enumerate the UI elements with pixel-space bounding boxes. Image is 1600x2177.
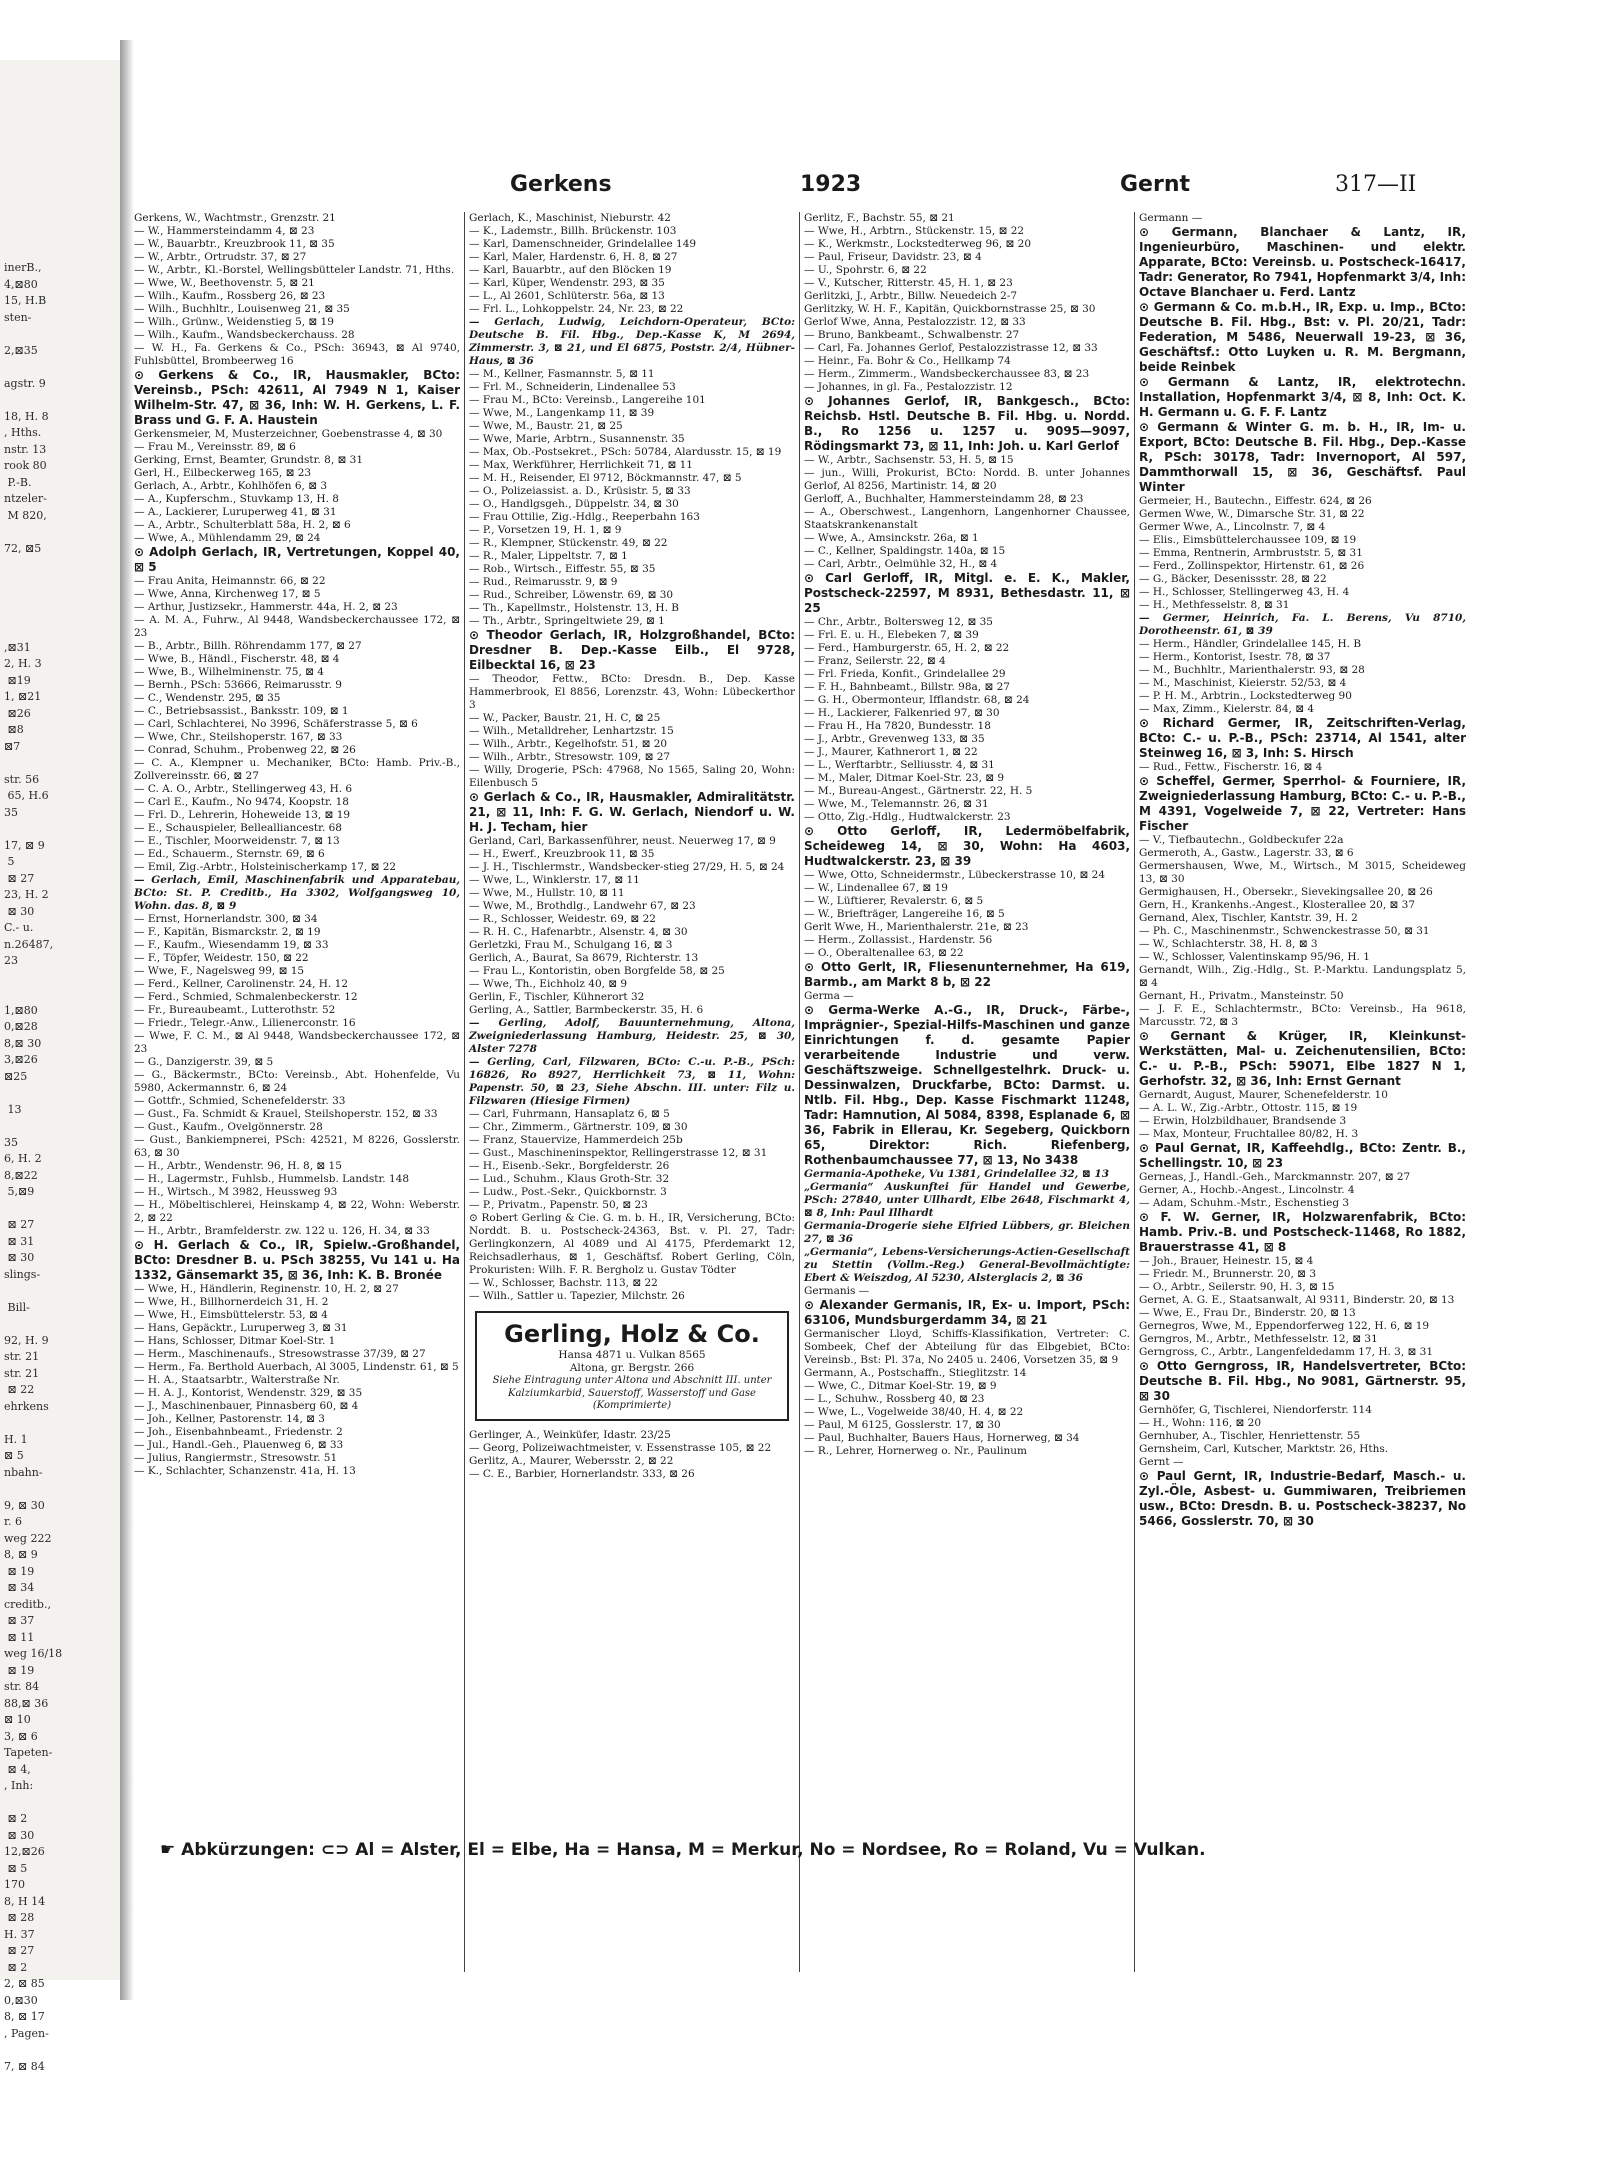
directory-entry: — O., Arbtr., Seilerstr. 90, H. 3, ⊠ 15 <box>1139 1281 1335 1293</box>
directory-entry: — Frl. Frieda, Konfit., Grindelallee 29 <box>804 668 1006 680</box>
directory-entry: — Th., Kapellmstr., Holstenstr. 13, H. B <box>469 602 679 614</box>
directory-entry: — W., Arbtr., Sachsenstr. 53, H. 5, ⊠ 15 <box>804 454 1014 466</box>
directory-entry: — Bruno, Bankbeamt., Schwalbenstr. 27 <box>804 329 1020 341</box>
directory-entry: — Joh., Brauer, Heinestr. 15, ⊠ 4 <box>1139 1255 1314 1267</box>
directory-entry: Gern, H., Krankenhs.-Angest., Klosterallee 20, ⊠ 37 <box>1139 899 1416 911</box>
directory-entry: — Germer, Heinrich, Fa. L. Berens, Vu 8710, Dorotheenstr. 61, ⊠ 39 <box>1139 612 1466 637</box>
directory-entry: — Karl, Damenschneider, Grindelallee 149 <box>469 238 697 250</box>
ad-address: Altona, gr. Bergstr. 266 <box>569 1362 695 1374</box>
directory-entry: — A., Lackierer, Luruperweg 41, ⊠ 31 <box>134 506 337 518</box>
directory-entry: — L., Schuhw., Rossberg 40, ⊠ 23 <box>804 1393 985 1405</box>
directory-entry: Gerkensmeier, M, Musterzeichner, Goebenstrasse 4, ⊠ 30 <box>134 428 443 440</box>
directory-entry: — M., Bureau-Angest., Gärtnerstr. 22, H. 5 <box>804 785 1033 797</box>
directory-entry: — Franz, Seilerstr. 22, ⊠ 4 <box>804 655 946 667</box>
directory-entry: — Wwe, H., Eimsbüttelerstr. 53, ⊠ 4 <box>134 1309 328 1321</box>
directory-entry: Gerngross, C., Arbtr., Langenfeldedamm 17, H. 3, ⊠ 31 <box>1139 1346 1434 1358</box>
directory-entry: — Frl. L., Lohkoppelstr. 24, Nr. 23, ⊠ 22 <box>469 303 684 315</box>
directory-entry: — Wwe, W., Beethovenstr. 5, ⊠ 21 <box>134 277 315 289</box>
directory-entry: — O., Handlgsgeh., Düppelstr. 34, ⊠ 30 <box>469 498 679 510</box>
directory-entry: — Willy, Drogerie, PSch: 47968, No 1565, Saling 20, Wohn: Eilenbusch 5 <box>469 764 795 789</box>
ad-title: Gerling, Holz & Co. <box>504 1320 760 1348</box>
directory-entry: — Ludw., Post.-Sekr., Quickbornstr. 3 <box>469 1186 667 1198</box>
directory-entry: „Germania“ Auskunftei für Handel und Gewerbe, PSch: 27840, unter Ullhardt, Elbe 2648, Fischmarkt 4, ⊠ 8, Inh: Paul Illhardt <box>804 1181 1130 1219</box>
directory-entry: Gerland, Carl, Barkassenführer, neust. Neuerweg 17, ⊠ 9 <box>469 835 776 847</box>
directory-entry: Gerkens, W., Wachtmstr., Grenzstr. 21 <box>134 212 336 224</box>
directory-entry: — F., Töpfer, Weidestr. 150, ⊠ 22 <box>134 952 309 964</box>
directory-entry: — H., Arbtr., Wendenstr. 96, H. 8, ⊠ 15 <box>134 1160 342 1172</box>
directory-entry: — M., Maler, Ditmar Koel-Str. 23, ⊠ 9 <box>804 772 1005 784</box>
directory-entry: — Otto, Zig.-Hdlg., Hudtwalckerstr. 23 <box>804 811 1011 823</box>
directory-entry: — H., Lagermstr., Fuhlsb., Hummelsb. Landstr. 148 <box>134 1173 410 1185</box>
directory-entry: Germeier, H., Bautechn., Eiffestr. 624, ⊠ 26 <box>1139 495 1372 507</box>
directory-entry: — Gust., Maschineninspektor, Rellingerstrasse 12, ⊠ 31 <box>469 1147 768 1159</box>
directory-entry: Gernegros, Wwe, M., Eppendorferweg 122, H. 6, ⊠ 19 <box>1139 1320 1430 1332</box>
directory-entry: — Wwe, Otto, Schneidermstr., Lübeckerstrasse 10, ⊠ 24 <box>804 869 1106 881</box>
directory-entry: Gerking, Ernst, Beamter, Grundstr. 8, ⊠ 31 <box>134 454 364 466</box>
directory-entry: — Rud., Schreiber, Löwenstr. 69, ⊠ 30 <box>469 589 674 601</box>
directory-entry: — Georg, Polizeiwachtmeister, v. Essenstrasse 105, ⊠ 22 <box>469 1441 772 1454</box>
firm-entry: ⊙ Otto Gerngross, IR, Handelsvertreter, BCto: Deutsche B. Fil. Hbg., No 9081, Gärtnerstr. 95, ⊠ 30 <box>1139 1359 1466 1403</box>
directory-entry: — E., Schauspieler, Bellealliancestr. 68 <box>134 822 342 834</box>
firm-entry: ⊙ Germann & Lantz, IR, elektrotechn. Installation, Hopfenmarkt 3/4, ⊠ 8, Inh: Oct. K. H. Germann u. G. F. F. Lantz <box>1139 375 1466 419</box>
directory-entry: — Wwe, B., Wilhelminenstr. 75, ⊠ 4 <box>134 666 324 678</box>
firm-entry: ⊙ Paul Gernt, IR, Industrie-Bedarf, Masch.- u. Zyl.-Öle, Asbest- u. Gummiwaren, Treibriemen usw., BCto: Dresdn. B. u. Postscheck-38237, No 5466, Gosslerstr. 70, ⊠ 30 <box>1139 1469 1466 1528</box>
directory-entry: — Herm., Kontorist, Isestr. 78, ⊠ 37 <box>1139 651 1331 663</box>
directory-entry: — Wwe, Th., Eichholz 40, ⊠ 9 <box>469 978 628 990</box>
directory-entry: — C. A., Klempner u. Mechaniker, BCto: Hamb. Priv.-B., Zollvereinsstr. 66, ⊠ 27 <box>134 757 460 782</box>
header-page-number: 317—II <box>1335 172 1417 197</box>
directory-entry: — Johannes, in gl. Fa., Pestalozzistr. 12 <box>804 381 1013 393</box>
directory-entry: — C., Betriebsassist., Banksstr. 109, ⊠ 1 <box>134 705 349 717</box>
directory-entry: — C., Wendenstr. 295, ⊠ 35 <box>134 692 281 704</box>
directory-entry: Gernand, Alex, Tischler, Kantstr. 39, H. 2 <box>1139 912 1358 924</box>
directory-entry: — Theodor, Fettw., BCto: Dresdn. B., Dep. Kasse Hammerbrook, El 8856, Lorenzstr. 43, Wohn: Lübeckerthor 3 <box>469 673 795 711</box>
directory-entry: — Gerling, Adolf, Bauunternehmung, Altona, Zweigniederlassung Hamburg, Heidestr. 25, ⊠ 30, Alster 7278 <box>469 1017 795 1055</box>
directory-entry: — Max, Zimm., Kielerstr. 84, ⊠ 4 <box>1139 703 1315 715</box>
directory-entry: — Conrad, Schuhm., Probenweg 22, ⊠ 26 <box>134 744 356 756</box>
directory-entry: — H., Lackierer, Falkenried 97, ⊠ 30 <box>804 707 1000 719</box>
directory-entry: Gernsheim, Carl, Kutscher, Marktstr. 26, Hths. <box>1139 1443 1389 1455</box>
directory-entry: — Paul, Buchhalter, Bauers Haus, Hornerweg, ⊠ 34 <box>804 1432 1080 1444</box>
directory-entry: — W., Packer, Baustr. 21, H. C, ⊠ 25 <box>469 712 661 724</box>
directory-entry: Gerloff, A., Buchhalter, Hammersteindamm 28, ⊠ 23 <box>804 493 1084 505</box>
directory-entry: — Carl, Arbtr., Oelmühle 32, H., ⊠ 4 <box>804 558 998 570</box>
directory-entry: — V., Tiefbautechn., Goldbeckufer 22a <box>1139 834 1344 846</box>
directory-entry: — V., Kutscher, Ritterstr. 45, H. 1, ⊠ 23 <box>804 277 1013 289</box>
directory-entry: — H., Wirtsch., M 3982, Heussweg 93 <box>134 1186 338 1198</box>
directory-entry: Germer Wwe, A., Lincolnstr. 7, ⊠ 4 <box>1139 521 1326 533</box>
directory-entry: — R., Klempner, Stückenstr. 49, ⊠ 22 <box>469 537 668 549</box>
directory-entry: — H., Schlosser, Stellingerweg 43, H. 4 <box>1139 586 1350 598</box>
directory-entry: — O., Oberaltenallee 63, ⊠ 22 <box>804 947 964 959</box>
directory-entry: — B., Arbtr., Billh. Röhrendamm 177, ⊠ 27 <box>134 640 362 652</box>
firm-entry: ⊙ Alexander Germanis, IR, Ex- u. Import, PSch: 63106, Mundsburgerdamm 34, ⊠ 21 <box>804 1298 1130 1327</box>
directory-entry: Gerlitz, A., Maurer, Webersstr. 2, ⊠ 22 <box>469 1454 674 1467</box>
directory-entry: — H. A., Staatsarbtr., Walterstraße Nr. <box>134 1374 340 1386</box>
directory-entry: — Wilh., Sattler u. Tapezier, Milchstr. 26 <box>469 1290 685 1302</box>
directory-entry: — W. H., Fa. Gerkens & Co., PSch: 36943, ⊠ Al 9740, Fuhlsbüttel, Brombeerweg 16 <box>134 342 460 367</box>
column-1 <box>130 212 465 1972</box>
directory-entry: Germania-Apotheke, Vu 1381, Grindelallee 32, ⊠ 13 <box>804 1168 1110 1180</box>
directory-entry: Gernt — <box>1139 1456 1184 1468</box>
directory-entry: — Th., Arbtr., Springeltwiete 29, ⊠ 1 <box>469 615 665 627</box>
directory-entry: — Paul, M 6125, Gosslerstr. 17, ⊠ 30 <box>804 1419 1001 1431</box>
directory-entry: — M., Maschinist, Kieierstr. 52/53, ⊠ 4 <box>1139 677 1347 689</box>
firm-entry: ⊙ Germann, Blanchaer & Lantz, IR, Ingenieurbüro, Maschinen- und elektr. Apparate, BCto: Vereinsb. u. Postscheck-16417, Tadr: Generator, Ro 7941, Hopfenmarkt 3/4, Inh: Octave Blanchaer u. Ferd. Lantz <box>1139 225 1466 299</box>
directory-entry: Gerlin, F., Tischler, Kühnerort 32 <box>469 991 645 1003</box>
directory-entry: — Ferd., Schmied, Schmalenbeckerstr. 12 <box>134 991 358 1003</box>
directory-entry: — C., Kellner, Spaldingstr. 140a, ⊠ 15 <box>804 545 1006 557</box>
directory-entry: — Paul, Friseur, Davidstr. 23, ⊠ 4 <box>804 251 982 263</box>
directory-entry: — Arthur, Justizsekr., Hammerstr. 44a, H. 2, ⊠ 23 <box>134 601 398 613</box>
directory-entry: — Joh., Eisenbahnbeamt., Friedenstr. 2 <box>134 1426 343 1438</box>
directory-entry: — Fr., Bureaubeamt., Lutterothstr. 52 <box>134 1004 336 1016</box>
column-2 <box>465 212 800 1972</box>
directory-entry: — Wwe, C., Ditmar Koel-Str. 19, ⊠ 9 <box>804 1380 997 1392</box>
directory-entry: — W., Lüftierer, Revalerstr. 6, ⊠ 5 <box>804 895 984 907</box>
directory-entry: — W., Schlachterstr. 38, H. 8, ⊠ 3 <box>1139 938 1318 950</box>
directory-entry: — Friedr., Telegr.-Anw., Lilienerconstr. 16 <box>134 1017 356 1029</box>
directory-entry: — Herm., Zimmerm., Wandsbeckerchaussee 83, ⊠ 23 <box>804 368 1090 380</box>
page-header <box>130 160 1470 206</box>
firm-entry: ⊙ Otto Gerlt, IR, Fliesenunternehmer, Ha 619, Barmb., am Markt 8 b, ⊠ 22 <box>804 960 1130 989</box>
directory-entry: — Chr., Zimmerm., Gärtnerstr. 109, ⊠ 30 <box>469 1121 688 1133</box>
directory-entry: — H. A. J., Kontorist, Wendenstr. 329, ⊠ 35 <box>134 1387 363 1399</box>
directory-entry: — Wilh., Kaufm., Wandsbeckerchauss. 28 <box>134 329 355 341</box>
directory-entry: ⊙ Robert Gerling & Cie. G. m. b. H., IR, Versicherung, BCto: Norddt. B. u. Postscheck-24363, Bst. v. Pl. 27, Tadr: Gerlingkonzern, Al 4089 und Al 4175, Pferdemarkt 12, Reichsadlerhaus, ⊠ 1, Geschäftsf. Robert Gerling, Cöln, Prokuristen: Wilh. F. R. Bergholz u. Gustav Tödter <box>469 1212 795 1276</box>
directory-entry: — F. H., Bahnbeamt., Billstr. 98a, ⊠ 27 <box>804 681 1010 693</box>
directory-entry: — Chr., Arbtr., Boltersweg 12, ⊠ 35 <box>804 616 993 628</box>
directory-entry: Gernet, A. G. E., Staatsanwalt, Al 9311, Binderstr. 20, ⊠ 13 <box>1139 1294 1455 1306</box>
directory-entry: — Hans, Schlosser, Ditmar Koel-Str. 1 <box>134 1335 336 1347</box>
firm-entry: ⊙ Gernant & Krüger, IR, Kleinkunst-Werkstätten, Mal- u. Zeichenutensilien, BCto: C.- u. P.-B., PSch: 59071, Elbe 1827 N 1, Gerhofstr. 32, ⊠ 36, Inh: Ernst Gernant <box>1139 1029 1466 1088</box>
directory-entry: — Rud., Reimarusstr. 9, ⊠ 9 <box>469 576 618 588</box>
directory-entry: — Wwe, M., Baustr. 21, ⊠ 25 <box>469 420 623 432</box>
directory-entry: — Ph. C., Maschinenmstr., Schwenckestrasse 50, ⊠ 31 <box>1139 925 1430 937</box>
directory-entry: — W., Arbtr., Ortrudstr. 37, ⊠ 27 <box>134 251 307 263</box>
firm-entry: ⊙ Otto Gerloff, IR, Ledermöbelfabrik, Scheideweg 14, ⊠ 30, Wohn: Ha 4603, Hudtwalckerstr. 23, ⊠ 39 <box>804 824 1130 868</box>
directory-entry: — Frau Ottilie, Zig.-Hdlg., Reeperbahn 163 <box>469 511 700 523</box>
directory-entry: — W., Schlosser, Bachstr. 113, ⊠ 22 <box>469 1277 658 1289</box>
directory-entry: — A., Kupferschm., Stuvkamp 13, H. 8 <box>134 493 339 505</box>
directory-entry: — A., Oberschwest., Langenhorn, Langenhorner Chaussee, Staatskrankenanstalt <box>804 506 1130 531</box>
directory-entry: — G., Danzigerstr. 39, ⊠ 5 <box>134 1056 274 1068</box>
directory-entry: — Heinr., Fa. Bohr & Co., Hellkamp 74 <box>804 355 1011 367</box>
directory-entry: — Wwe, Chr., Steilshoperstr. 167, ⊠ 33 <box>134 731 343 743</box>
directory-entry: Gernant, H., Privatm., Mansteinstr. 50 <box>1139 990 1344 1002</box>
directory-entry: Germeroth, A., Gastw., Lagerstr. 33, ⊠ 6 <box>1139 847 1354 859</box>
directory-entry: — Wwe, H., Billhornerdeich 31, H. 2 <box>134 1296 329 1308</box>
directory-entry: — Carl E., Kaufm., No 9474, Koopstr. 18 <box>134 796 349 808</box>
directory-entry: Gerl, H., Eilbeckerweg 165, ⊠ 23 <box>134 467 312 479</box>
directory-entry: — Bernh., PSch: 53666, Reimarusstr. 9 <box>134 679 342 691</box>
directory-entry: — P. H. M., Arbtrin., Lockstedterweg 90 <box>1139 690 1352 702</box>
directory-entry: — W., Briefträger, Langereihe 16, ⊠ 5 <box>804 908 1005 920</box>
directory-entry: — Wwe, B., Händl., Fischerstr. 48, ⊠ 4 <box>134 653 340 665</box>
directory-entry: Gerlinger, A., Weinküfer, Idastr. 23/25 <box>469 1428 671 1441</box>
directory-entry: — G., Bäcker, Desenissstr. 28, ⊠ 22 <box>1139 573 1327 585</box>
directory-entry: — Gust., Kaufm., Ovelgönnerstr. 28 <box>134 1121 323 1133</box>
firm-entry: ⊙ Paul Gernat, IR, Kaffeehdlg., BCto: Zentr. B., Schellingstr. 10, ⊠ 23 <box>1139 1141 1466 1170</box>
directory-entry: Germann, A., Postschaffn., Stieglitzstr. 14 <box>804 1367 1027 1379</box>
directory-entry: — Frau L., Kontoristin, oben Borgfelde 58, ⊠ 25 <box>469 965 725 977</box>
directory-entry: — Max, Monteur, Fruchtallee 80/82, H. 3 <box>1139 1128 1359 1140</box>
directory-entry: — R., Lehrer, Hornerweg o. Nr., Paulinum <box>804 1445 1027 1457</box>
directory-entry: Gerneas, J., Handl.-Geh., Marckmannstr. 207, ⊠ 27 <box>1139 1171 1411 1183</box>
directory-entry: — Frl. D., Lehrerin, Hoheweide 13, ⊠ 19 <box>134 809 351 821</box>
directory-entry: Germann — <box>1139 212 1203 224</box>
advertisement-box <box>475 1311 789 1421</box>
directory-entry: Gernhöfer, G, Tischlerei, Niendorferstr. 114 <box>1139 1404 1372 1416</box>
directory-entry: — Gerling, Carl, Filzwaren, BCto: C.-u. P.-B., PSch: 16826, Ro 8927, Herrlichkeit 73, ⊠ 11, Wohn: Papenstr. 50, ⊠ 23, Siehe Abschn. III. unter: Filz u. Filzwaren (Hiesige Firmen) <box>469 1056 795 1107</box>
directory-entry: — C. E., Barbier, Hornerlandstr. 333, ⊠ 26 <box>469 1467 695 1480</box>
directory-entry: Gerlof Wwe, Anna, Pestalozzistr. 12, ⊠ 33 <box>804 316 1026 328</box>
directory-entry: — Herm., Zollassist., Hardenstr. 56 <box>804 934 993 946</box>
directory-entry: — Max, Werkführer, Herrlichkeit 71, ⊠ 11 <box>469 459 693 471</box>
directory-entry: — Erwin, Holzbildhauer, Brandsende 3 <box>1139 1115 1347 1127</box>
directory-entry: — K., Schlachter, Schanzenstr. 41a, H. 13 <box>134 1465 356 1477</box>
directory-entry: — Julius, Rangiermstr., Stresowstr. 51 <box>134 1452 338 1464</box>
header-first-name: Gerkens <box>510 172 612 197</box>
directory-entry: Germanis — <box>804 1285 870 1297</box>
firm-entry: ⊙ Germann & Co. m.b.H., IR, Exp. u. Imp., BCto: Deutsche B. Fil. Hbg., Bst: v. Pl. 20/21, Tadr: Federation, M 5486, Neuerwall 19-23, ⊠ 36, Geschäftsf.: Otto Luyken u. R. M. Bergmann, beide Reinbek <box>1139 300 1466 374</box>
directory-entry: Gerlitzky, W. H. F., Kapitän, Quickbornstrasse 25, ⊠ 30 <box>804 303 1096 315</box>
directory-entry: Gerlitz, F., Bachstr. 55, ⊠ 21 <box>804 212 955 224</box>
directory-entry: — Herm., Fa. Berthold Auerbach, Al 3005, Lindenstr. 61, ⊠ 5 <box>134 1361 459 1373</box>
directory-entry: — Emma, Rentnerin, Armbruststr. 5, ⊠ 31 <box>1139 547 1363 559</box>
directory-entry: — Wilh., Arbtr., Stresowstr. 109, ⊠ 27 <box>469 751 671 763</box>
directory-page <box>130 160 1490 2040</box>
directory-entry: — J., Maurer, Kathnerort 1, ⊠ 22 <box>804 746 978 758</box>
directory-entry: — F., Kapitän, Bismarckstr. 2, ⊠ 19 <box>134 926 321 938</box>
directory-entry: — Herm., Maschinenaufs., Stresowstrasse 37/39, ⊠ 27 <box>134 1348 426 1360</box>
directory-entry: — P., Vorsetzen 19, H. 1, ⊠ 9 <box>469 524 622 536</box>
directory-entry: — Frau Anita, Heimannstr. 66, ⊠ 22 <box>134 575 326 587</box>
directory-entry: — R., Schlosser, Weidestr. 69, ⊠ 22 <box>469 913 656 925</box>
directory-entry: — F., Kaufm., Wiesendamm 19, ⊠ 33 <box>134 939 329 951</box>
directory-entry: — Frl. M., Schneiderin, Lindenallee 53 <box>469 381 676 393</box>
directory-entry: — Karl, Maler, Hardenstr. 6, H. 8, ⊠ 27 <box>469 251 678 263</box>
directory-entry: — M., Buchhltr., Marienthalerstr. 93, ⊠ 28 <box>1139 664 1365 676</box>
directory-entry: — Adam, Schuhm.-Mstr., Eschenstieg 3 <box>1139 1197 1350 1209</box>
firm-entry: ⊙ Adolph Gerlach, IR, Vertretungen, Koppel 40, ⊠ 5 <box>134 545 460 574</box>
directory-entry: — Gerlach, Emil, Maschinenfabrik und Apparatebau, BCto: St. P. Creditb., Ha 3302, Wolfgangsweg 10, Wohn. das. 8, ⊠ 9 <box>134 874 460 912</box>
ad-note: Siehe Eintragung unter Altona und Abschnitt III. unter Kalziumkarbid, Sauerstoff, Wasserstoff und Gase (Komprimierte) <box>492 1375 772 1411</box>
directory-entry: — Ed., Schauerm., Sternstr. 69, ⊠ 6 <box>134 848 325 860</box>
firm-entry: ⊙ Theodor Gerlach, IR, Holzgroßhandel, BCto: Dresdner B. Dep.-Kasse Eilb., El 9728, Eilbecktal 16, ⊠ 23 <box>469 628 795 672</box>
directory-entry: Germighausen, H., Obersekr., Sievekingsallee 20, ⊠ 26 <box>1139 886 1433 898</box>
directory-entry: Gernhuber, A., Tischler, Henriettenstr. 55 <box>1139 1430 1361 1442</box>
directory-entry: — R., Maler, Lippeltstr. 7, ⊠ 1 <box>469 550 628 562</box>
firm-entry: ⊙ Gerlach & Co., IR, Hausmakler, Admiralitätstr. 21, ⊠ 11, Inh: F. G. W. Gerlach, Niendorf u. W. H. J. Techam, hier <box>469 790 795 834</box>
directory-entry: — Karl, Bauarbtr., auf den Blöcken 19 <box>469 264 672 276</box>
directory-entry: — L., Werftarbtr., Selliusstr. 4, ⊠ 31 <box>804 759 995 771</box>
directory-entry: — Max, Ob.-Postsekret., PSch: 50784, Alardusstr. 15, ⊠ 19 <box>469 446 782 458</box>
directory-entry: — Joh., Kellner, Pastorenstr. 14, ⊠ 3 <box>134 1413 325 1425</box>
directory-entry: Germanischer Lloyd, Schiffs-Klassifikation, Vertreter: C. Sombeek, Chef der Abteilung für das Elbgebiet, BCto: Vereinsb., Bst: Pl. 37a, No 2405 u. 2406, Vorsetzen 35, ⊠ 9 <box>804 1328 1130 1366</box>
directory-entry: — Friedr. M., Brunnerstr. 20, ⊠ 3 <box>1139 1268 1316 1280</box>
directory-entry: — E., Tischler, Moorweidenstr. 7, ⊠ 13 <box>134 835 340 847</box>
directory-entry: — J. F. E., Schlachtermstr., BCto: Vereinsb., Ha 9618, Marcusstr. 72, ⊠ 3 <box>1139 1003 1466 1028</box>
directory-entry: — Herm., Händler, Grindelallee 145, H. B <box>1139 638 1362 650</box>
directory-entry: — G. H., Obermonteur, Ifflandstr. 68, ⊠ 24 <box>804 694 1030 706</box>
directory-entry: Germen Wwe, W., Dimarsche Str. 31, ⊠ 22 <box>1139 508 1365 520</box>
directory-entry: „Germania“, Lebens-Versicherungs-Actien-Gesellschaft zu Stettin (Vollm.-Reg.) General-Bevollmächtigte: Ebert & Weiszdog, Al 5230, Alsterglacis 2, ⊠ 36 <box>804 1246 1130 1284</box>
directory-entry: — W., Lindenallee 67, ⊠ 19 <box>804 882 948 894</box>
directory-entry: — P., Privatm., Papenstr. 50, ⊠ 23 <box>469 1199 648 1211</box>
firm-entry: ⊙ H. Gerlach & Co., IR, Spielw.-Großhandel, BCto: Dresdner B. u. PSch 38255, Vu 141 u. Ha 1332, Gänsemarkt 35, ⊠ 36, Inh: K. B. Bronée <box>134 1238 460 1282</box>
directory-entry: — J., Arbtr., Grevenweg 133, ⊠ 35 <box>804 733 985 745</box>
directory-entry: — Franz, Stauervize, Hammerdeich 25b <box>469 1134 683 1146</box>
directory-entry: — Jul., Handl.-Geh., Plauenweg 6, ⊠ 33 <box>134 1439 344 1451</box>
firm-entry: ⊙ Richard Germer, IR, Zeitschriften-Verlag, BCto: C.- u. P.-B., PSch: 23714, Al 1541, alter Steinweg 16, ⊠ 3, Inh: S. Hirsch <box>1139 716 1466 760</box>
directory-entry: — Rob., Wirtsch., Eiffestr. 55, ⊠ 35 <box>469 563 656 575</box>
directory-entry: — Lud., Schuhm., Klaus Groth-Str. 32 <box>469 1173 670 1185</box>
column-3 <box>800 212 1135 1972</box>
directory-entry: Gerletzki, Frau M., Schulgang 16, ⊠ 3 <box>469 939 673 951</box>
directory-entry: — Wilh., Grünw., Weidenstieg 5, ⊠ 19 <box>134 316 334 328</box>
directory-entry: — Ferd., Hamburgerstr. 65, H. 2, ⊠ 22 <box>804 642 1010 654</box>
directory-entry: Germa — <box>804 990 854 1002</box>
directory-entry: — U., Spohrstr. 6, ⊠ 22 <box>804 264 927 276</box>
directory-entry: — W., Hammersteindamm 4, ⊠ 23 <box>134 225 315 237</box>
directory-entry: — G., Bäckermstr., BCto: Vereinsb., Abt. Hohenfelde, Vu 5980, Ackermannstr. 6, ⊠ 24 <box>134 1069 460 1094</box>
directory-entry: — Wwe, M., Langenkamp 11, ⊠ 39 <box>469 407 655 419</box>
directory-entry: — M. H., Reisender, El 9712, Böckmannstr. 47, ⊠ 5 <box>469 472 742 484</box>
directory-entry: — Wwe, M., Hullstr. 10, ⊠ 11 <box>469 887 625 899</box>
directory-entry: — C. A. O., Arbtr., Stellingerweg 43, H. 6 <box>134 783 353 795</box>
directory-entry: Germania-Drogerie siehe Elfried Lübbers, gr. Bleichen 27, ⊠ 36 <box>804 1220 1130 1245</box>
directory-entry: — Wwe, M., Brothdlg., Landwehr 67, ⊠ 23 <box>469 900 696 912</box>
directory-entry: — Gust., Fa. Schmidt & Krauel, Steilshoperstr. 152, ⊠ 33 <box>134 1108 438 1120</box>
directory-entry: — W., Arbtr., Kl.-Borstel, Wellingsbütteler Landstr. 71, Hths. <box>134 264 455 276</box>
directory-entry: — K., Lademstr., Billh. Brückenstr. 103 <box>469 225 677 237</box>
previous-page-strip <box>0 60 123 2073</box>
directory-entry: — H., Methfesselstr. 8, ⊠ 31 <box>1139 599 1290 611</box>
directory-entry: — Frau M., BCto: Vereinsb., Langereihe 101 <box>469 394 706 406</box>
directory-entry: — Wilh., Buchhltr., Louisenweg 21, ⊠ 35 <box>134 303 350 315</box>
header-year: 1923 <box>800 172 862 197</box>
directory-entry: — Ferd., Kellner, Carolinenstr. 24, H. 12 <box>134 978 348 990</box>
directory-entry: Gerlitzki, J., Arbtr., Billw. Neuedeich 2-7 <box>804 290 1018 302</box>
directory-entry: — Carl, Fuhrmann, Hansaplatz 6, ⊠ 5 <box>469 1108 670 1120</box>
directory-entry: — Wwe, Marie, Arbtrn., Susannenstr. 35 <box>469 433 685 445</box>
firm-entry: ⊙ Johannes Gerlof, IR, Bankgesch., BCto: Reichsb. Hstl. Deutsche B. Fil. Hbg. u. Nordd. B., Ro 1256 u. 1257 u. 9095—9097, Rödingsmarkt 73, ⊠ 11, Inh: Joh. u. Karl Gerlof <box>804 394 1130 453</box>
directory-entry: Gerlach, K., Maschinist, Nieburstr. 42 <box>469 212 671 224</box>
directory-entry: — L., Al 2601, Schlüterstr. 56a, ⊠ 13 <box>469 290 665 302</box>
directory-entry: Gerlich, A., Baurat, Sa 8679, Richterstr. 13 <box>469 952 699 964</box>
firm-entry: ⊙ Germa-Werke A.-G., IR, Druck-, Färbe-, Imprägnier-, Spezial-Hilfs-Maschinen und ganze Einrichtungen f. d. gesamte Papier verarbeitende Industrie und verw. Geschäftszweige. Schnellgestelhrk. Druck- u. Dessinwalzen, Druckfarbe, BCto: Darmst. u. Ntlb. Fil. Hbg., Dep. Kasse Fischmarkt 11248, Tadr: Hamnution, Al 5084, 8398, Esplanade 6, ⊠ 36, Fabrik in Ellerau, Kr. Segeberg, Quickborn 65, Direktor: Rich. Riefenberg, Rothenbaumchaussee 77, ⊠ 13, No 3438 <box>804 1003 1130 1167</box>
directory-entry: — Wilh., Kaufm., Rossberg 26, ⊠ 23 <box>134 290 326 302</box>
directory-entry: — Gust., Bankiempnerei, PSch: 42521, M 8226, Gosslerstr. 63, ⊠ 30 <box>134 1134 460 1159</box>
directory-entry: — Carl, Fa. Johannes Gerlof, Pestalozzistrasse 12, ⊠ 33 <box>804 342 1098 354</box>
directory-entry: — Wwe, H., Händlerin, Reginenstr. 10, H. 2, ⊠ 27 <box>134 1283 399 1295</box>
directory-entry: — R. H. C., Hafenarbtr., Alsenstr. 4, ⊠ 30 <box>469 926 688 938</box>
columns <box>130 212 1470 1972</box>
directory-entry: — Wwe, F. C. M., ⊠ Al 9448, Wandsbeckerchaussee 172, ⊠ 23 <box>134 1030 460 1055</box>
directory-entry: — A. M. A., Fuhrw., Al 9448, Wandsbeckerchaussee 172, ⊠ 23 <box>134 614 460 639</box>
directory-entry: — Wwe, A., Mühlendamm 29, ⊠ 24 <box>134 532 321 544</box>
directory-entry: — Wwe, A., Amsinckstr. 26a, ⊠ 1 <box>804 532 979 544</box>
directory-entry: Gerlach, A., Arbtr., Kohlhöfen 6, ⊠ 3 <box>134 480 328 492</box>
directory-entry: — Frau M., Vereinsstr. 89, ⊠ 6 <box>134 441 296 453</box>
directory-entry: — H., Arbtr., Bramfelderstr. zw. 122 u. 126, H. 34, ⊠ 33 <box>134 1225 430 1237</box>
firm-entry: ⊙ Carl Gerloff, IR, Mitgl. e. E. K., Makler, Postscheck-22597, M 8931, Bethesdastr. 11, ⊠ 25 <box>804 571 1130 615</box>
directory-entry: — Wwe, Anna, Kirchenweg 17, ⊠ 5 <box>134 588 321 600</box>
directory-entry: — Wwe, E., Frau Dr., Binderstr. 20, ⊠ 13 <box>1139 1307 1356 1319</box>
directory-entry: Gernandt, Wilh., Zig.-Hdlg., St. P.-Marktu. Landungsplatz 5, ⊠ 4 <box>1139 964 1466 989</box>
directory-entry: — Carl, Schlachterei, No 3996, Schäferstrasse 5, ⊠ 6 <box>134 718 418 730</box>
previous-page-text: inerB., 4,⊠80 15, H.B sten- 2,⊠35 agstr. 9 18, H. 8 , Hths. nstr. 13 rook 80 P.-B. ntzeler- M 820, 72, ⊠5 ,⊠31 2, H. 3 ⊠19 1, ⊠21 ⊠26 ⊠8 ⊠7 str. 56 65, H.6 35 17, ⊠ 9 5 ⊠ 27 23, H. 2 ⊠ 30 C.- u. n.26487, 23 1,⊠80 0,⊠28 8,⊠ 30 3,⊠26 ⊠25 13 35 6, H. 2 8,⊠22 5,⊠9 ⊠ 27 ⊠ 31 ⊠ 30 slings- Bill- 92, H. 9 str. 21 str. 21 ⊠ 22 ehrkens H. 1 ⊠ 5 nbahn- 9, ⊠ 30 r. 6 weg 222 8, ⊠ 9 ⊠ 19 ⊠ 34 creditb., ⊠ 37 ⊠ 11 weg 16/18 ⊠ 19 str. 84 88,⊠ 36 ⊠ 10 3, ⊠ 6 Tapeten- ⊠ 4, , Inh: ⊠ 2 ⊠ 30 12,⊠26 ⊠ 5 170 8, H 14 ⊠ 28 H. 37 ⊠ 27 ⊠ 2 2, ⊠ 85 0,⊠30 8, ⊠ 17 , Pagen- 7, ⊠ 84 <box>4 261 63 2073</box>
directory-entry: — Frau H., Ha 7820, Bundesstr. 18 <box>804 720 991 732</box>
directory-entry: — J., Maschinenbauer, Pinnasberg 60, ⊠ 4 <box>134 1400 359 1412</box>
ad-phones: Hansa 4871 u. Vulkan 8565 <box>558 1349 706 1361</box>
directory-entry: — Karl, Küper, Wendenstr. 293, ⊠ 35 <box>469 277 665 289</box>
directory-entry: — Wilh., Metalldreher, Lenhartzstr. 15 <box>469 725 674 737</box>
directory-entry: — Gerlach, Ludwig, Leichdorn-Operateur, BCto: Deutsche B. Fil. Hbg., Dep.-Kasse K, M 2694, Zimmerstr. 3, ⊠ 21, und El 6875, Poststr. 2/4, Hübner-Haus, ⊠ 36 <box>469 316 795 367</box>
directory-entry: — H., Möbeltischlerei, Heinskamp 4, ⊠ 22, Wohn: Weberstr. 2, ⊠ 22 <box>134 1199 460 1224</box>
firm-entry: ⊙ Gerkens & Co., IR, Hausmakler, BCto: Vereinsb., PSch: 42611, Al 7949 N 1, Kaiser Wilhelm-Str. 47, ⊠ 36, Inh: W. H. Gerkens, L. F. Brass und G. F. A. Haustein <box>134 368 460 427</box>
directory-entry: — H., Wohn: 116, ⊠ 20 <box>1139 1417 1262 1429</box>
directory-entry: — H., Eisenb.-Sekr., Borgfelderstr. 26 <box>469 1160 670 1172</box>
directory-entry: Germershausen, Wwe, M., Wirtsch., M 3015, Scheideweg 13, ⊠ 30 <box>1139 860 1466 885</box>
directory-entry: Gerner, A., Hochb.-Angest., Lincolnstr. 4 <box>1139 1184 1355 1196</box>
column-4 <box>1135 212 1470 1972</box>
directory-entry: — O., Polizeiassist. a. D., Krüsistr. 5, ⊠ 33 <box>469 485 691 497</box>
directory-entry: — Ferd., Zollinspektor, Hirtenstr. 61, ⊠ 26 <box>1139 560 1365 572</box>
directory-entry: — Wwe, L., Winklerstr. 17, ⊠ 11 <box>469 874 640 886</box>
directory-entry: — Frl. E. u. H., Elebeken 7, ⊠ 39 <box>804 629 979 641</box>
directory-entry: — Gottfr., Schmied, Schenefelderstr. 33 <box>134 1095 346 1107</box>
directory-entry: — J. H., Tischlermstr., Wandsbecker-stieg 27/29, H. 5, ⊠ 24 <box>469 861 785 873</box>
directory-entry: — W., Schlosser, Valentinskamp 95/96, H. 1 <box>1139 951 1370 963</box>
directory-entry: — Elis., Eimsbüttelerchaussee 109, ⊠ 19 <box>1139 534 1357 546</box>
directory-entry: — Hans, Gepäcktr., Luruperweg 3, ⊠ 31 <box>134 1322 348 1334</box>
directory-entry: — W., Bauarbtr., Kreuzbrook 11, ⊠ 35 <box>134 238 335 250</box>
directory-entry: — M., Kellner, Fasmannstr. 5, ⊠ 11 <box>469 368 655 380</box>
firm-entry: ⊙ Germann & Winter G. m. b. H., IR, Im- u. Export, BCto: Deutsche B. Fil. Hbg., Dep.-Kasse R, PSch: 30178, Tadr: Invernoport, Al 597, Dammthorwall 15, ⊠ 36, Geschäftsf. Paul Winter <box>1139 420 1466 494</box>
directory-entry: — K., Werkmstr., Lockstedterweg 96, ⊠ 20 <box>804 238 1031 250</box>
directory-entry: — Wwe, F., Nagelsweg 99, ⊠ 15 <box>134 965 305 977</box>
firm-entry: ⊙ Scheffel, Germer, Sperrhol- & Fourniere, IR, Zweigniederlassung Hamburg, BCto: C.- u. P.-B., M 4391, Vogelweide 7, ⊠ 22, Vertreter: Hans Fischer <box>1139 774 1466 833</box>
firm-entry: ⊙ F. W. Gerner, IR, Holzwarenfabrik, BCto: Hamb. Priv.-B. und Postscheck-11468, Ro 1882, Brauerstrasse 41, ⊠ 8 <box>1139 1210 1466 1254</box>
directory-entry: — Emil, Zig.-Arbtr., Holsteinischerkamp 17, ⊠ 22 <box>134 861 397 873</box>
directory-entry: — Rud., Fettw., Fischerstr. 16, ⊠ 4 <box>1139 761 1323 773</box>
directory-entry: Gerlt Wwe, H., Marienthalerstr. 21e, ⊠ 23 <box>804 921 1029 933</box>
directory-entry: — Wwe, H., Arbtrn., Stückenstr. 15, ⊠ 22 <box>804 225 1025 237</box>
abbreviations-footer: ☛ Abkürzungen: ⊂⊃ Al = Alster, El = Elbe, Ha = Hansa, M = Merkur, No = Nordsee, Ro = Roland, Vu = Vulkan. <box>160 1840 1206 1860</box>
directory-entry: — jun., Willi, Prokurist, BCto: Nordd. B. unter Johannes Gerlof, Al 8256, Martinistr. 14, ⊠ 20 <box>804 467 1130 492</box>
directory-entry: — A., Arbtr., Schulterblatt 58a, H. 2, ⊠ 6 <box>134 519 351 531</box>
directory-entry: — Wwe, L., Vogelweide 38/40, H. 4, ⊠ 22 <box>804 1406 1024 1418</box>
directory-entry: Gerngros, M., Arbtr., Methfesselstr. 12, ⊠ 31 <box>1139 1333 1378 1345</box>
directory-entry: Gerling, A., Sattler, Barmbeckerstr. 35, H. 6 <box>469 1004 704 1016</box>
directory-entry: — A. L. W., Zig.-Arbtr., Ottostr. 115, ⊠ 19 <box>1139 1102 1358 1114</box>
directory-entry: Gernardt, August, Maurer, Schenefelderstr. 10 <box>1139 1089 1388 1101</box>
directory-entry: — Wilh., Arbtr., Kegelhofstr. 51, ⊠ 20 <box>469 738 668 750</box>
header-last-name: Gernt <box>1120 172 1191 197</box>
directory-entry: — Wwe, M., Telemannstr. 26, ⊠ 31 <box>804 798 989 810</box>
directory-entry: — Ernst, Hornerlandstr. 300, ⊠ 34 <box>134 913 318 925</box>
directory-entry: — H., Ewerf., Kreuzbrook 11, ⊠ 35 <box>469 848 655 860</box>
